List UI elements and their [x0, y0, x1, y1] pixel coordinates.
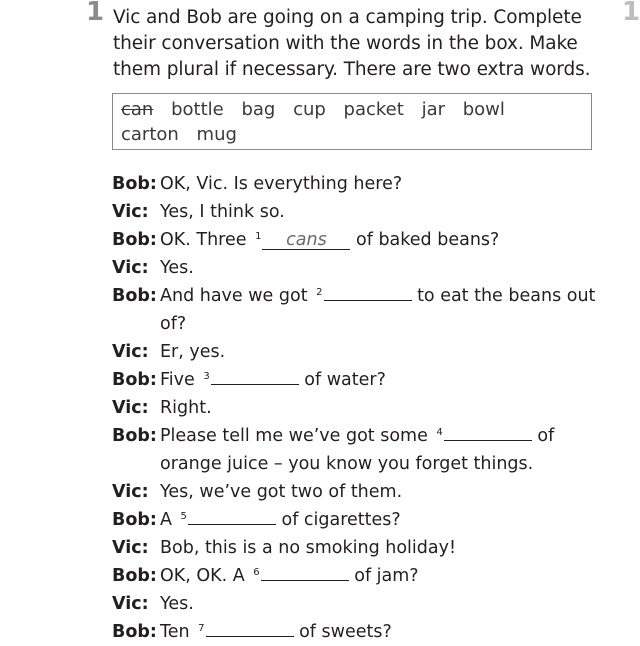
word-box-word: carton	[121, 124, 179, 145]
text-after-gap: of sweets?	[293, 622, 392, 642]
word-box-word: can	[121, 99, 154, 120]
word-box-word: bowl	[462, 99, 505, 120]
text-after-gap: of jam?	[348, 566, 419, 586]
text-before-gap: Ten	[160, 622, 196, 642]
text-after-gap: of cigarettes?	[275, 510, 401, 530]
dialogue-text: Yes, I think so.	[160, 202, 285, 222]
text-before-gap: Please tell me we’ve got some	[160, 426, 434, 446]
dialogue-text	[160, 366, 386, 394]
speaker-name: Bob:	[112, 566, 157, 586]
speaker-name: Bob:	[112, 622, 157, 642]
speaker-name: Vic:	[112, 398, 149, 418]
speaker-name: Bob:	[112, 510, 157, 530]
dialogue-text: Bob, this is a no smoking holiday!	[160, 538, 456, 558]
speaker-name: Vic:	[112, 258, 149, 278]
word-box	[112, 93, 592, 150]
dialogue-text	[160, 422, 554, 450]
dialogue-text: OK, Vic. Is everything here?	[160, 174, 403, 194]
answer-gap[interactable]	[188, 506, 276, 525]
next-exercise-number-partial: 1	[622, 0, 640, 27]
text-before-gap: OK. Three	[160, 230, 253, 250]
answer-gap[interactable]	[444, 422, 532, 441]
speaker-name: Vic:	[112, 202, 149, 222]
speaker-name: Vic:	[112, 342, 149, 362]
speaker-name: Vic:	[112, 538, 149, 558]
gap-number: 3	[203, 371, 210, 382]
gap-number: 5	[180, 511, 187, 522]
answer-gap[interactable]: cans	[262, 231, 350, 250]
gap-number: 4	[436, 427, 443, 438]
dialogue-text: Yes.	[160, 594, 194, 614]
text-before-gap: A	[160, 510, 178, 530]
text-after-gap: of	[531, 426, 555, 446]
speaker-name: Bob:	[112, 230, 157, 250]
answer-gap[interactable]	[324, 282, 412, 301]
gap-number: 7	[198, 623, 205, 634]
speaker-name: Bob:	[112, 286, 157, 306]
gap-number: 1	[255, 231, 262, 242]
dialogue-text: Yes.	[160, 258, 194, 278]
dialogue-text: Right.	[160, 398, 212, 418]
speaker-name: Bob:	[112, 174, 157, 194]
dialogue-text	[160, 282, 595, 310]
dialogue-text	[160, 618, 392, 646]
gap-number: 6	[253, 567, 260, 578]
text-after-gap: to eat the beans out	[411, 286, 596, 306]
text-after-gap: of water?	[298, 370, 386, 390]
gap-number: 2	[316, 287, 323, 298]
speaker-name: Vic:	[112, 594, 149, 614]
answer-gap[interactable]	[261, 562, 349, 581]
word-box-word: packet	[343, 99, 404, 120]
answer-gap[interactable]	[211, 366, 299, 385]
exercise-instructions: Vic and Bob are going on a camping trip. Complete their conversation with the words in the box. Make them plural if necessary. There are two extra words.	[113, 7, 591, 80]
dialogue-text	[160, 506, 401, 534]
word-box-word: bottle	[171, 99, 224, 120]
continuation-text: orange juice – you know you forget things.	[160, 454, 534, 474]
dialogue-text	[160, 562, 419, 590]
text-after-gap: of baked beans?	[350, 230, 500, 250]
dialogue-text: Yes, we’ve got two of them.	[160, 482, 403, 502]
text-before-gap: And have we got	[160, 286, 314, 306]
dialogue-text: Er, yes.	[160, 342, 226, 362]
dialogue-text	[160, 226, 499, 254]
exercise-number: 1	[86, 0, 104, 27]
word-box-word: jar	[421, 99, 445, 120]
continuation-text: of?	[160, 314, 187, 334]
speaker-name: Bob:	[112, 370, 157, 390]
speaker-name: Vic:	[112, 482, 149, 502]
answer-gap[interactable]	[206, 618, 294, 637]
word-box-word: cup	[293, 99, 326, 120]
speaker-name: Bob:	[112, 426, 157, 446]
text-before-gap: Five	[160, 370, 201, 390]
text-before-gap: OK, OK. A	[160, 566, 251, 586]
word-box-word: bag	[241, 99, 276, 120]
word-box-word: mug	[196, 124, 237, 145]
